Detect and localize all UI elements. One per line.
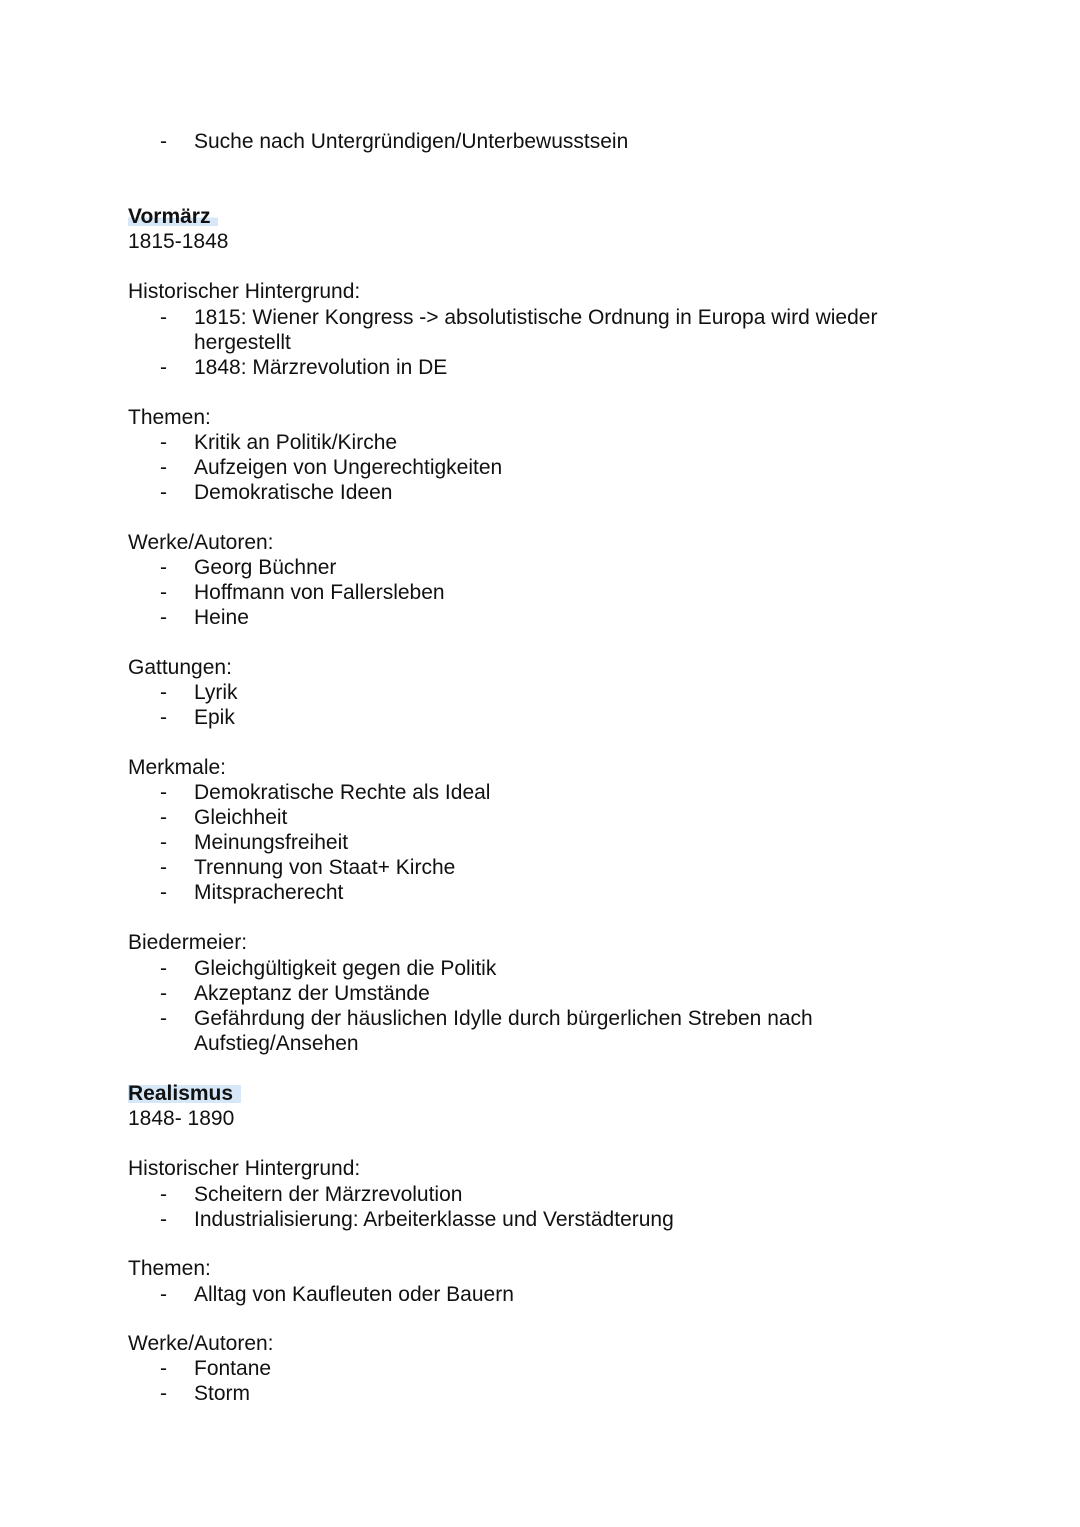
list-item-text: Storm: [194, 1382, 251, 1405]
list-item-text: Gleichheit: [194, 806, 288, 829]
bullet-dash: -: [160, 431, 167, 454]
subsection-label: Gattungen:: [128, 656, 232, 679]
subsection-label: Themen:: [128, 1257, 211, 1280]
bullet-dash: -: [160, 982, 167, 1005]
list-item-text: Kritik an Politik/Kirche: [194, 431, 398, 454]
list-item-text: Hoffmann von Fallersleben: [194, 581, 445, 604]
list-item-text: Alltag von Kaufleuten oder Bauern: [194, 1283, 514, 1306]
subsection-label: Themen:: [128, 406, 211, 429]
bullet-dash: -: [160, 1382, 167, 1405]
bullet-dash: -: [160, 1208, 167, 1231]
list-item-text: Gefährdung der häuslichen Idylle durch bürgerlichen Streben nach: [194, 1007, 813, 1030]
subsection-label: Werke/Autoren:: [128, 531, 274, 554]
bullet-dash: -: [160, 1007, 167, 1030]
bullet-dash: -: [160, 706, 167, 729]
subsection-label: Historischer Hintergrund:: [128, 1157, 361, 1180]
bullet-dash: -: [160, 1183, 167, 1206]
list-item-text: Scheitern der Märzrevolution: [194, 1183, 463, 1206]
list-item-text: Industrialisierung: Arbeiterklasse und Verstädterung: [194, 1208, 674, 1231]
bullet-dash: -: [160, 881, 167, 904]
section-years: 1815-1848: [128, 230, 229, 253]
list-item-text: Mitspracherecht: [194, 881, 344, 904]
list-item-text: Akzeptanz der Umstände: [194, 982, 430, 1005]
subsection-label: Merkmale:: [128, 756, 227, 779]
subsection-label: Biedermeier:: [128, 931, 248, 954]
list-item-text: Demokratische Ideen: [194, 481, 393, 504]
bullet-dash: -: [160, 556, 167, 579]
bullet-dash: -: [160, 356, 167, 379]
bullet-dash: -: [160, 1357, 167, 1380]
bullet-dash: -: [160, 856, 167, 879]
bullet-dash: -: [160, 481, 167, 504]
list-item-text: Suche nach Untergründigen/Unterbewusstsein: [194, 130, 629, 153]
list-item-text: 1815: Wiener Kongress -> absolutistische Ordnung in Europa wird wieder: [194, 306, 878, 329]
section-title-vormaerz: Vormärz: [128, 204, 218, 229]
bullet-dash: -: [160, 806, 167, 829]
list-item-text: Demokratische Rechte als Ideal: [194, 781, 491, 804]
bullet-dash: -: [160, 781, 167, 804]
list-item-text: Epik: [194, 706, 235, 729]
list-item-text: Lyrik: [194, 681, 238, 704]
subsection-label: Werke/Autoren:: [128, 1332, 274, 1355]
list-item-text: Georg Büchner: [194, 556, 337, 579]
bullet-dash: -: [160, 831, 167, 854]
bullet-dash: -: [160, 957, 167, 980]
section-years: 1848- 1890: [128, 1107, 235, 1130]
bullet-dash: -: [160, 1283, 167, 1306]
bullet-dash: -: [160, 581, 167, 604]
list-item-text: Gleichgültigkeit gegen die Politik: [194, 957, 497, 980]
list-item-text: Heine: [194, 606, 249, 629]
list-item-text: Trennung von Staat+ Kirche: [194, 856, 456, 879]
bullet-dash: -: [160, 306, 167, 329]
bullet-dash: -: [160, 681, 167, 704]
list-item-text: hergestellt: [194, 331, 291, 354]
bullet-dash: -: [160, 606, 167, 629]
list-item-text: Meinungsfreiheit: [194, 831, 349, 854]
subsection-label: Historischer Hintergrund:: [128, 280, 361, 303]
bullet-dash: -: [160, 456, 167, 479]
list-item-text: Aufstieg/Ansehen: [194, 1032, 359, 1055]
bullet-dash: -: [160, 130, 167, 153]
list-item-text: Aufzeigen von Ungerechtigkeiten: [194, 456, 503, 479]
list-item-text: 1848: Märzrevolution in DE: [194, 356, 448, 379]
list-item-text: Fontane: [194, 1357, 272, 1380]
section-title-realismus: Realismus: [128, 1081, 241, 1106]
